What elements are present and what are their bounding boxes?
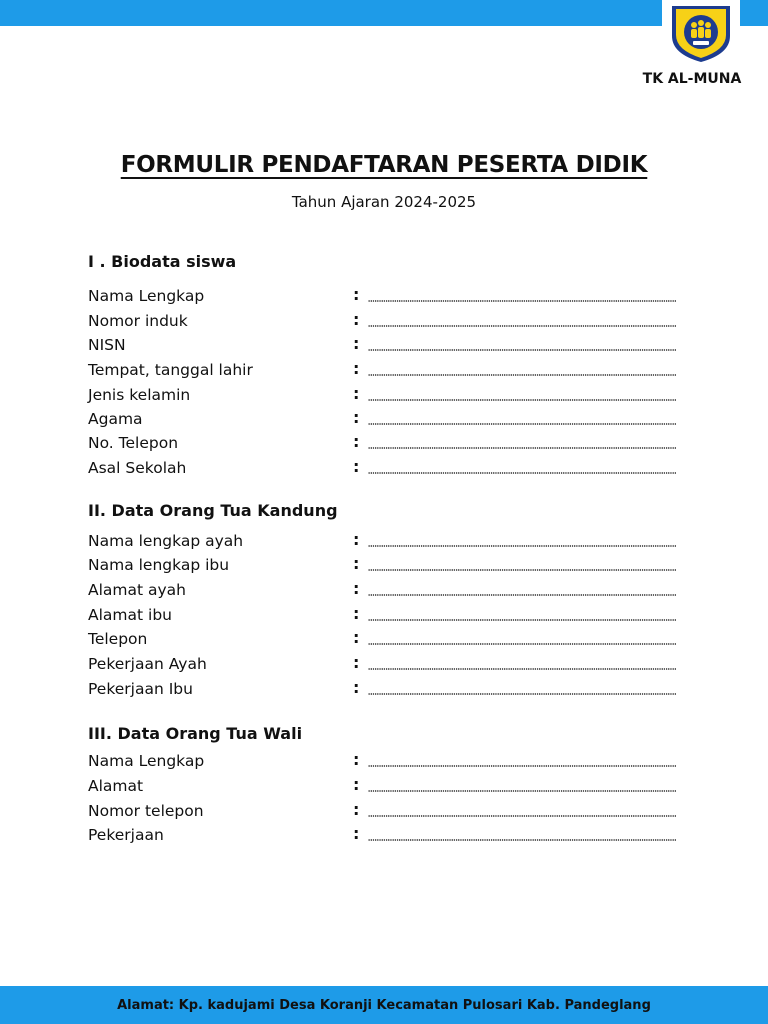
field-colon: : — [353, 457, 360, 476]
field-row — [88, 823, 680, 847]
field-colon: : — [353, 775, 360, 794]
field-colon: : — [353, 800, 360, 819]
fill-in-line[interactable] — [368, 399, 676, 401]
fill-in-line[interactable] — [368, 472, 676, 474]
field-label: Nama Lengkap — [88, 287, 205, 305]
field-colon: : — [353, 334, 360, 353]
field-label: Agama — [88, 410, 143, 428]
fill-in-line[interactable] — [368, 594, 676, 596]
paud-emblem-icon — [664, 0, 738, 64]
section-title-biodata: I . Biodata siswa — [88, 252, 237, 271]
fill-in-line[interactable] — [368, 325, 676, 327]
fill-in-line[interactable] — [368, 643, 676, 645]
field-colon: : — [353, 285, 360, 304]
field-row — [88, 529, 680, 553]
field-row — [88, 456, 680, 480]
field-colon: : — [353, 530, 360, 549]
field-colon: : — [353, 824, 360, 843]
field-colon: : — [353, 359, 360, 378]
section-title-parents: II. Data Orang Tua Kandung — [88, 501, 338, 520]
field-row — [88, 603, 680, 627]
field-colon: : — [353, 604, 360, 623]
field-row — [88, 383, 680, 407]
field-label: Pekerjaan Ibu — [88, 680, 193, 698]
field-label: No. Telepon — [88, 434, 179, 452]
fill-in-line[interactable] — [368, 815, 676, 817]
field-colon: : — [353, 750, 360, 769]
field-colon: : — [353, 384, 360, 403]
field-colon: : — [353, 678, 360, 697]
field-row — [88, 431, 680, 455]
field-label: Jenis kelamin — [88, 386, 191, 404]
fill-in-line[interactable] — [368, 569, 676, 571]
field-row — [88, 774, 680, 798]
fill-in-line[interactable] — [368, 839, 676, 841]
fill-in-line[interactable] — [368, 790, 676, 792]
field-row — [88, 407, 680, 431]
fill-in-line[interactable] — [368, 619, 676, 621]
top-accent-bar — [0, 0, 768, 26]
field-colon: : — [353, 432, 360, 451]
field-colon: : — [353, 408, 360, 427]
fill-in-line[interactable] — [368, 668, 676, 670]
field-label: Nomor induk — [88, 312, 188, 330]
field-row — [88, 799, 680, 823]
field-label: Pekerjaan — [88, 826, 164, 844]
field-row — [88, 578, 680, 602]
field-colon: : — [353, 554, 360, 573]
field-label: Pekerjaan Ayah — [88, 655, 207, 673]
field-row — [88, 627, 680, 651]
field-row — [88, 284, 680, 308]
fill-in-line[interactable] — [368, 693, 676, 695]
fill-in-line[interactable] — [368, 765, 676, 767]
field-label: Nama lengkap ayah — [88, 532, 244, 550]
field-label: Nomor telepon — [88, 802, 204, 820]
field-label: Telepon — [88, 630, 148, 648]
section-title-guardian: III. Data Orang Tua Wali — [88, 724, 303, 743]
field-colon: : — [353, 653, 360, 672]
field-row — [88, 677, 680, 701]
academic-year: Tahun Ajaran 2024-2025 — [291, 193, 477, 211]
footer-bar — [0, 986, 768, 1024]
field-colon: : — [353, 310, 360, 329]
field-row — [88, 553, 680, 577]
field-colon: : — [353, 628, 360, 647]
field-label: Alamat ayah — [88, 581, 187, 599]
fill-in-line[interactable] — [368, 349, 676, 351]
fill-in-line[interactable] — [368, 423, 676, 425]
field-label: NISN — [88, 336, 126, 354]
field-row — [88, 333, 680, 357]
field-label: Tempat, tanggal lahir — [88, 361, 253, 379]
field-row — [88, 749, 680, 773]
fill-in-line[interactable] — [368, 545, 676, 547]
fill-in-line[interactable] — [368, 447, 676, 449]
field-label: Alamat — [88, 777, 144, 795]
paud-logo — [662, 0, 740, 66]
field-label: Asal Sekolah — [88, 459, 187, 477]
form-title: FORMULIR PENDAFTARAN PESERTA DIDIK — [120, 152, 648, 178]
field-label: Nama Lengkap — [88, 752, 205, 770]
fill-in-line[interactable] — [368, 374, 676, 376]
footer-address: Alamat: Kp. kadujami Desa Koranji Kecamatan Pulosari Kab. Pandeglang — [117, 997, 651, 1013]
fill-in-line[interactable] — [368, 300, 676, 302]
school-name: TK AL-MUNA — [642, 71, 742, 87]
field-label: Alamat ibu — [88, 606, 172, 624]
field-row — [88, 652, 680, 676]
field-row — [88, 309, 680, 333]
field-colon: : — [353, 579, 360, 598]
field-label: Nama lengkap ibu — [88, 556, 230, 574]
field-row — [88, 358, 680, 382]
